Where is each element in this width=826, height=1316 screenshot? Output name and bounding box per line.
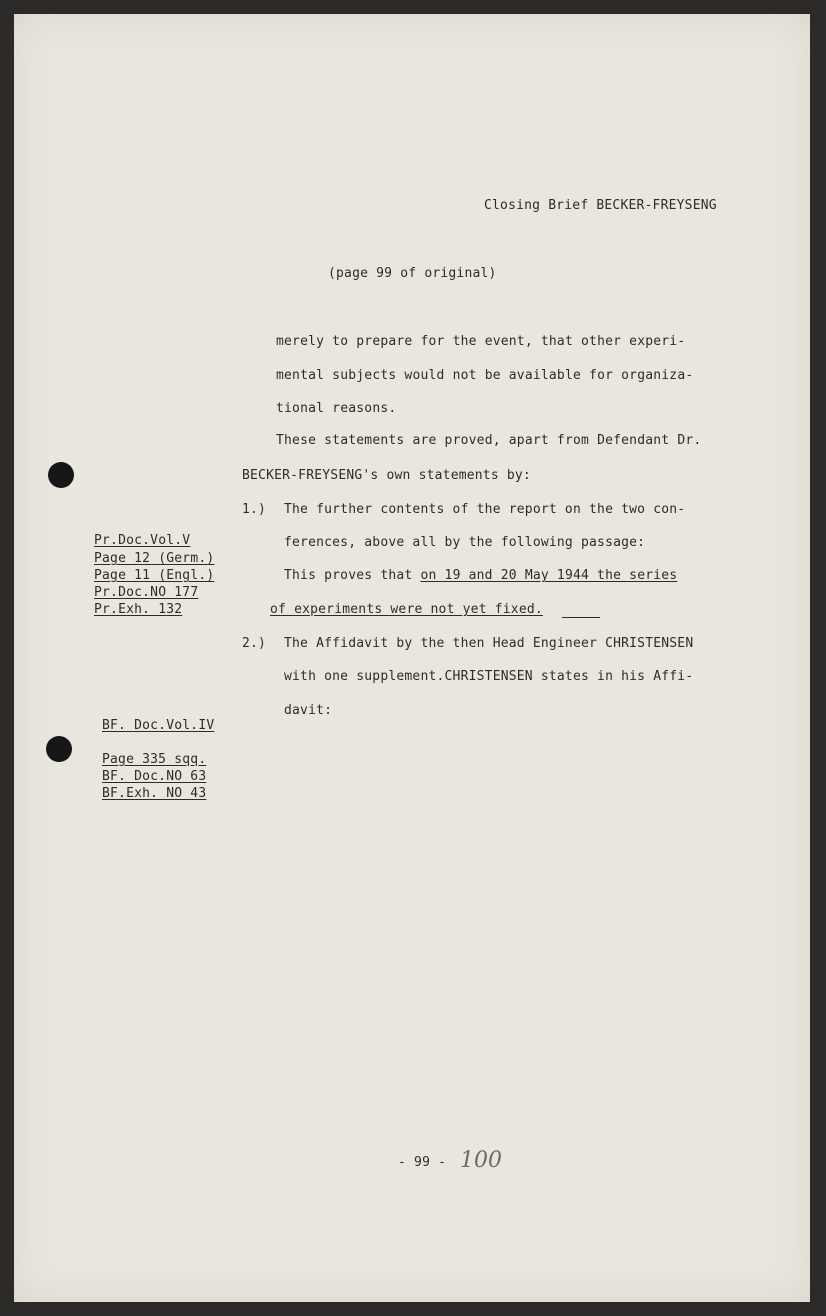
margin-note-1-line-3: Page 11 (Engl.) [94,568,215,583]
quote-prefix: This proves that [284,568,421,583]
page-reference: (page 99 of original) [328,266,497,281]
margin-note-1-line-5: Pr.Exh. 132 [94,602,183,617]
quote-underline-extension [562,617,600,618]
margin-note-2-line-3: BF.Exh. NO 43 [102,786,207,801]
margin-note-2-line-1: Page 335 sqq. [102,752,207,767]
body-line-4: These statements are proved, apart from Defendant Dr. [276,433,702,448]
item-1-number: 1.) [242,502,267,517]
item-2-number: 2.) [242,636,267,651]
body-line-5: BECKER-FREYSENG's own statements by: [242,468,531,483]
document-page [14,14,810,1302]
document-title: Closing Brief BECKER-FREYSENG [484,198,717,213]
body-line-2: mental subjects would not be available for organiza- [276,368,694,383]
quote-underlined-1: on 19 and 20 May 1944 the series [420,568,678,583]
page-number: - 99 - [398,1155,447,1170]
margin-note-2-line-2: BF. Doc.NO 63 [102,769,207,784]
margin-note-1-line-4: Pr.Doc.NO 177 [94,585,199,600]
item-2-line-3: davit: [284,703,333,718]
item-1-line-1: The further contents of the report on the two con- [284,502,686,517]
item-2-line-1: The Affidavit by the then Head Engineer CHRISTENSEN [284,636,694,651]
body-line-3: tional reasons. [276,401,397,416]
punch-hole-upper [48,462,74,488]
item-1-quote-line-2: of experiments were not yet fixed. [270,602,543,617]
item-1-quote-line-1 [284,568,677,583]
body-line-1: merely to prepare for the event, that other experi- [276,334,686,349]
margin-note-1-line-1: Pr.Doc.Vol.V [94,533,191,548]
margin-note-1-line-2: Page 12 (Germ.) [94,551,215,566]
item-1-line-2: ferences, above all by the following passage: [284,535,646,550]
item-2-line-2: with one supplement.CHRISTENSEN states in his Affi- [284,669,694,684]
margin-note-2-title: BF. Doc.Vol.IV [102,718,215,733]
punch-hole-lower [46,736,72,762]
handwritten-page-number: 100 [460,1148,502,1173]
